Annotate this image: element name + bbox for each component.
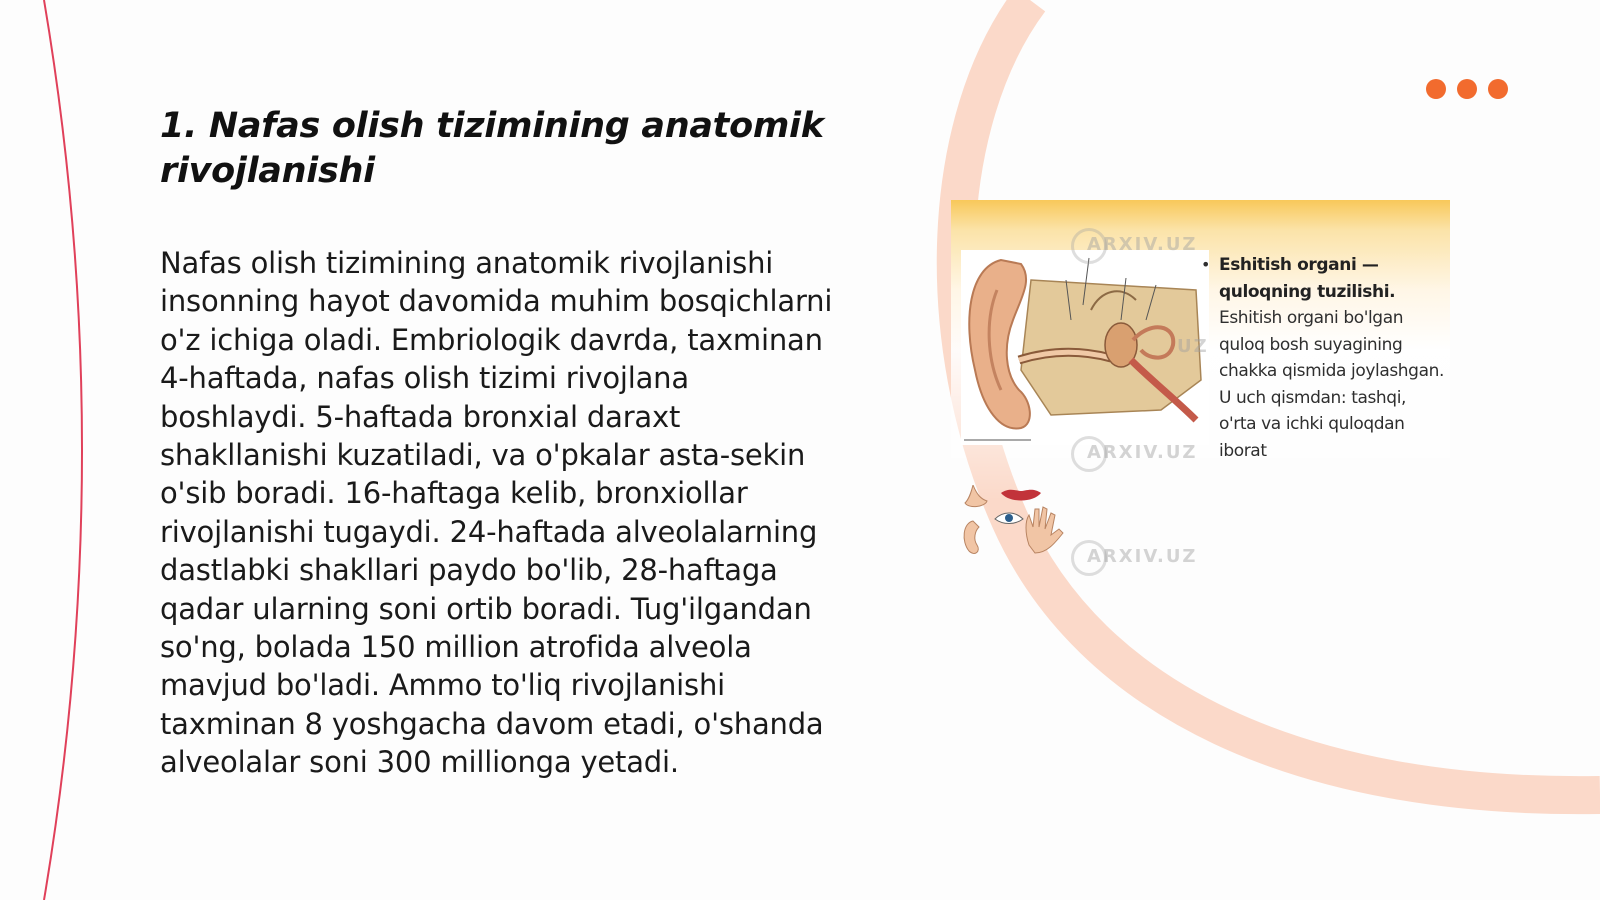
decorative-dots [1426, 79, 1508, 99]
watermark-text: ARXIV.UZ [1087, 442, 1198, 463]
embedded-slide-image [951, 200, 1450, 590]
eye-icon [995, 513, 1023, 524]
watermark-text: ARXIV.UZ [1087, 234, 1198, 255]
lips-icon [1001, 490, 1041, 501]
dot-3 [1488, 79, 1508, 99]
caption-body: Eshitish organi bo'lgan quloq bosh suyagining chakka qismida joylashgan. U uch qismdan: tashqi, o'rta va ichki quloqdan iborat [1219, 308, 1444, 461]
sense-organs-icons [959, 485, 1069, 565]
dot-1 [1426, 79, 1446, 99]
slide-title: 1. Nafas olish tizimining anatomik rivojlanishi [160, 106, 824, 191]
ear-anatomy-illustration [961, 250, 1209, 445]
caption-bullet: • [1201, 255, 1211, 274]
slide-body-text: Nafas olish tizimining anatomik rivojlanishi insonning hayot davomida muhim bosqichlarni o'z ichiga oladi. Embriologik davrda, taxminan 4-haftada, nafas olish tizimi rivojlana boshlaydi. 5-haftada bronxial daraxt shakllanishi kuzatiladi, va o'pkalar asta-sekin o'sib boradi. 16-haftaga kelib, bronxiollar rivojlanishi tugaydi. 24-haftada alveolalarning dastlabki shakllari paydo bo'lib, 28-haftaga qadar ularning soni ortib boradi. Tug'ilgandan so'ng, bolada 150 million atrofida alveola mavjud bo'ladi. Ammo to'liq rivojlanishi taxminan 8 yoshgacha davom etadi, o'shanda alveolalar soni 300 millionga yetadi. [160, 246, 833, 780]
ear-icon [964, 521, 979, 553]
nose-icon [965, 485, 987, 507]
dot-2 [1457, 79, 1477, 99]
caption-title: Eshitish organi — quloqning tuzilishi. [1219, 255, 1396, 302]
watermark-text: ARXIV.UZ [1087, 546, 1198, 567]
watermark-text: UZ [1177, 336, 1209, 357]
hand-icon [1026, 507, 1063, 553]
ear-anatomy-drawing [961, 250, 1209, 445]
image-caption [1201, 252, 1444, 464]
left-edge-curve [44, 0, 82, 900]
